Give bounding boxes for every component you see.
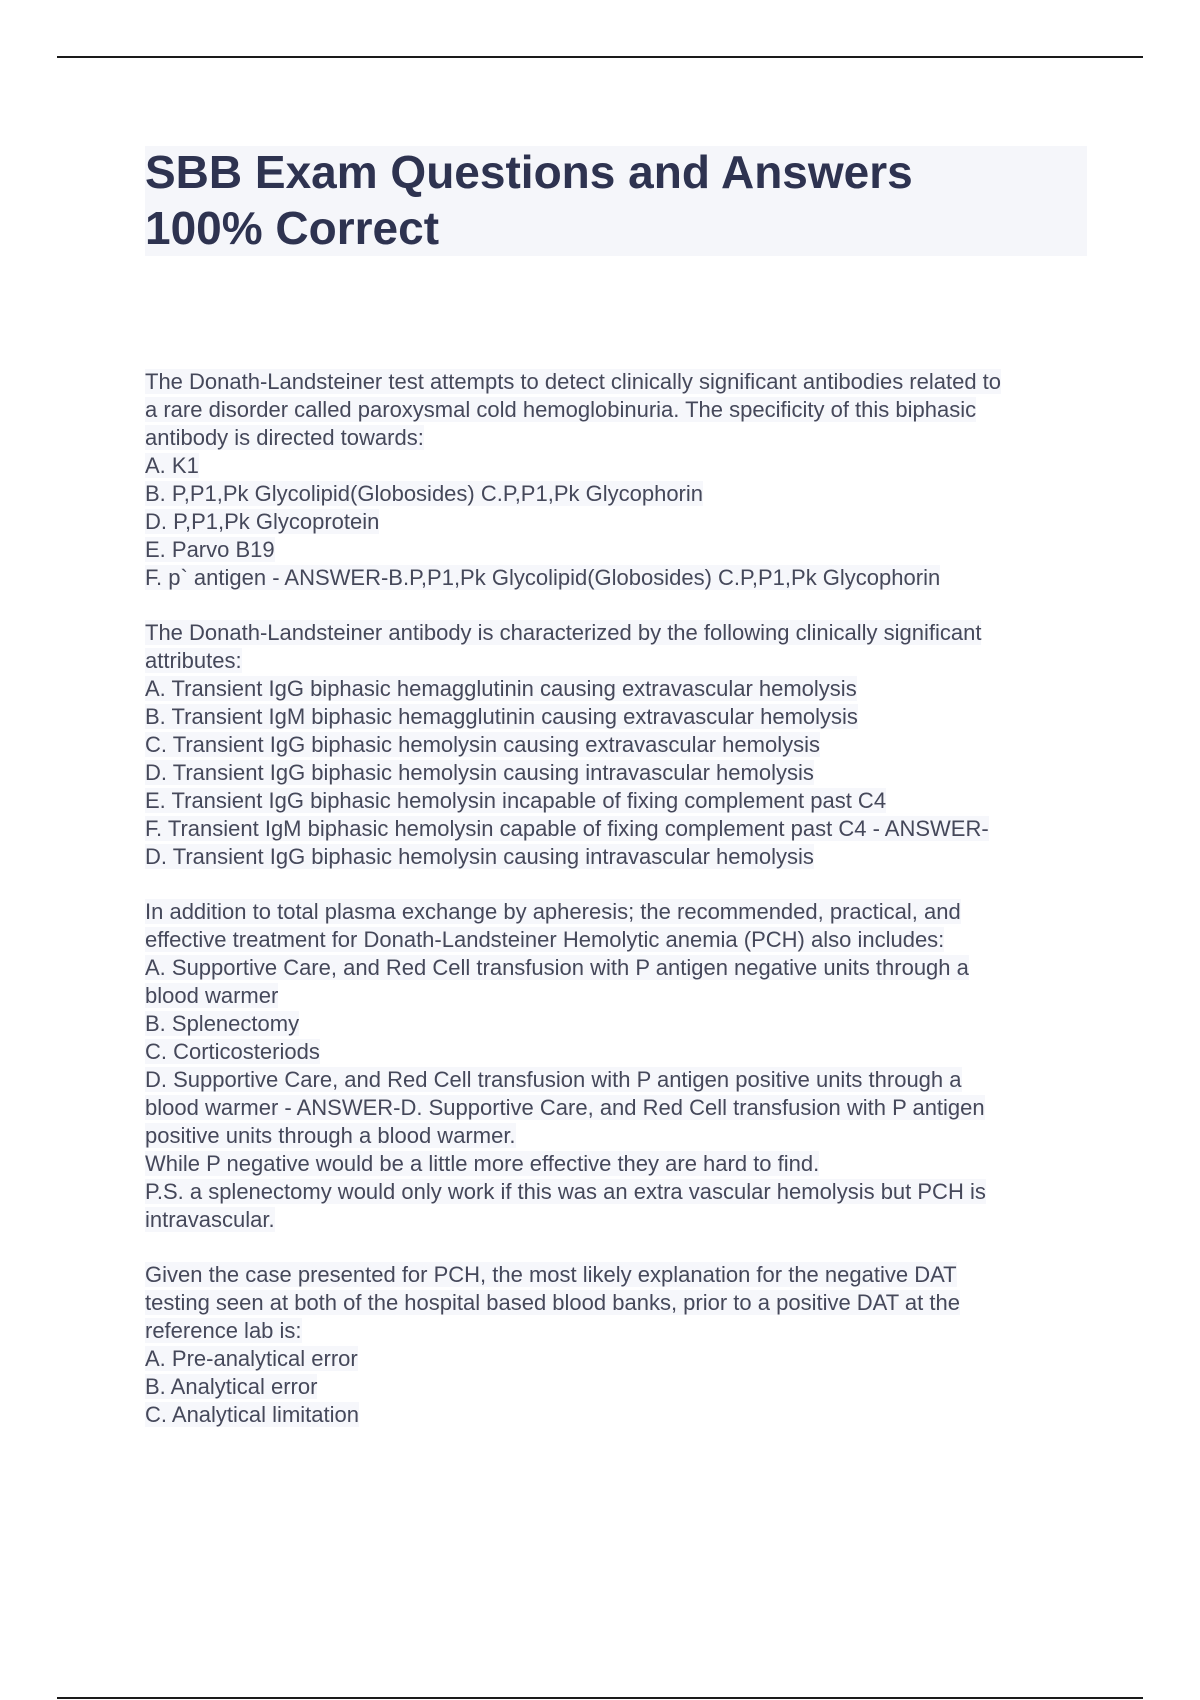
text-line xyxy=(145,647,1095,675)
text-line-content: blood warmer xyxy=(145,983,279,1008)
text-line xyxy=(145,926,1095,954)
text-line xyxy=(145,619,1095,647)
title-line: 100% Correct xyxy=(145,202,440,254)
text-line-content: D. Transient IgG biphasic hemolysin causing intravascular hemolysis xyxy=(145,760,814,785)
text-line-content: D. P,P1,Pk Glycoprotein xyxy=(145,509,380,534)
text-line xyxy=(145,396,1095,424)
text-line xyxy=(145,1373,1095,1401)
text-line-content: a rare disorder called paroxysmal cold hemoglobinuria. The specificity of this biphasic xyxy=(145,397,977,422)
title-line: SBB Exam Questions and Answers xyxy=(145,146,913,198)
text-line xyxy=(145,1289,1095,1317)
text-line xyxy=(145,1345,1095,1373)
text-line-content: reference lab is: xyxy=(145,1318,302,1343)
text-line xyxy=(145,675,1095,703)
text-line xyxy=(145,424,1095,452)
text-line-content: C. Transient IgG biphasic hemolysin causing extravascular hemolysis xyxy=(145,732,820,757)
text-line-content: A. Supportive Care, and Red Cell transfusion with P antigen negative units through a xyxy=(145,955,969,980)
text-line-content: E. Transient IgG biphasic hemolysin incapable of fixing complement past C4 xyxy=(145,788,887,813)
text-line xyxy=(145,703,1095,731)
text-line xyxy=(145,1094,1095,1122)
text-line xyxy=(145,1401,1095,1429)
text-line xyxy=(145,1178,1095,1206)
page-title xyxy=(145,144,1045,256)
text-line xyxy=(145,1317,1095,1345)
text-line xyxy=(145,564,1095,592)
text-line-content: In addition to total plasma exchange by apheresis; the recommended, practical, and xyxy=(145,899,961,924)
text-line xyxy=(145,508,1095,536)
text-line xyxy=(145,1010,1095,1038)
text-line-content: While P negative would be a little more effective they are hard to find. xyxy=(145,1151,820,1176)
text-line-content: B. P,P1,Pk Glycolipid(Globosides) C.P,P1,Pk Glycophorin xyxy=(145,481,704,506)
text-line-content: F. Transient IgM biphasic hemolysin capable of fixing complement past C4 - ANSWER- xyxy=(145,816,989,841)
text-line-content: intravascular. xyxy=(145,1207,275,1232)
text-line-content: E. Parvo B19 xyxy=(145,537,275,562)
text-line-content: C. Analytical limitation xyxy=(145,1402,359,1427)
text-line xyxy=(145,452,1095,480)
text-line-content: antibody is directed towards: xyxy=(145,425,424,450)
text-line-content: A. K1 xyxy=(145,453,199,478)
question-block xyxy=(145,368,1095,592)
question-block xyxy=(145,1261,1095,1429)
text-line xyxy=(145,898,1095,926)
text-line-content: effective treatment for Donath-Landsteiner Hemolytic anemia (PCH) also includes: xyxy=(145,927,945,952)
text-line-content: D. Supportive Care, and Red Cell transfusion with P antigen positive units through a xyxy=(145,1067,962,1092)
text-line-content: B. Transient IgM biphasic hemagglutinin causing extravascular hemolysis xyxy=(145,704,858,729)
text-line xyxy=(145,1206,1095,1234)
text-line-content: testing seen at both of the hospital based blood banks, prior to a positive DAT at the xyxy=(145,1290,960,1315)
text-line xyxy=(145,1150,1095,1178)
text-line-content: Given the case presented for PCH, the most likely explanation for the negative DAT xyxy=(145,1262,957,1287)
text-line xyxy=(145,536,1095,564)
text-line-content: A. Transient IgG biphasic hemagglutinin causing extravascular hemolysis xyxy=(145,676,857,701)
text-line-content: B. Analytical error xyxy=(145,1374,318,1399)
text-line xyxy=(145,1261,1095,1289)
top-rule xyxy=(57,56,1143,58)
text-line-content: The Donath-Landsteiner antibody is characterized by the following clinically significant xyxy=(145,620,982,645)
text-line xyxy=(145,368,1095,396)
text-line xyxy=(145,1038,1095,1066)
text-line xyxy=(145,954,1095,982)
text-line xyxy=(145,480,1095,508)
text-line-content: The Donath-Landsteiner test attempts to detect clinically significant antibodies related to xyxy=(145,369,1002,394)
text-line xyxy=(145,787,1095,815)
text-line-content: P.S. a splenectomy would only work if this was an extra vascular hemolysis but PCH is xyxy=(145,1179,986,1204)
text-line xyxy=(145,731,1095,759)
text-line-content: D. Transient IgG biphasic hemolysin causing intravascular hemolysis xyxy=(145,844,814,869)
question-block xyxy=(145,898,1095,1234)
text-line xyxy=(145,1122,1095,1150)
question-block xyxy=(145,619,1095,871)
text-line xyxy=(145,982,1095,1010)
text-line xyxy=(145,843,1095,871)
text-line xyxy=(145,815,1095,843)
text-line-content: attributes: xyxy=(145,648,242,673)
text-line xyxy=(145,759,1095,787)
document-body xyxy=(145,368,1095,1456)
text-line-content: positive units through a blood warmer. xyxy=(145,1123,516,1148)
text-line xyxy=(145,1066,1095,1094)
text-line-content: B. Splenectomy xyxy=(145,1011,300,1036)
text-line-content: F. p` antigen - ANSWER-B.P,P1,Pk Glycolipid(Globosides) C.P,P1,Pk Glycophorin xyxy=(145,565,941,590)
text-line-content: C. Corticosteriods xyxy=(145,1039,320,1064)
text-line-content: A. Pre-analytical error xyxy=(145,1346,358,1371)
text-line-content: blood warmer - ANSWER-D. Supportive Care, and Red Cell transfusion with P antigen xyxy=(145,1095,985,1120)
bottom-rule xyxy=(57,1697,1143,1699)
